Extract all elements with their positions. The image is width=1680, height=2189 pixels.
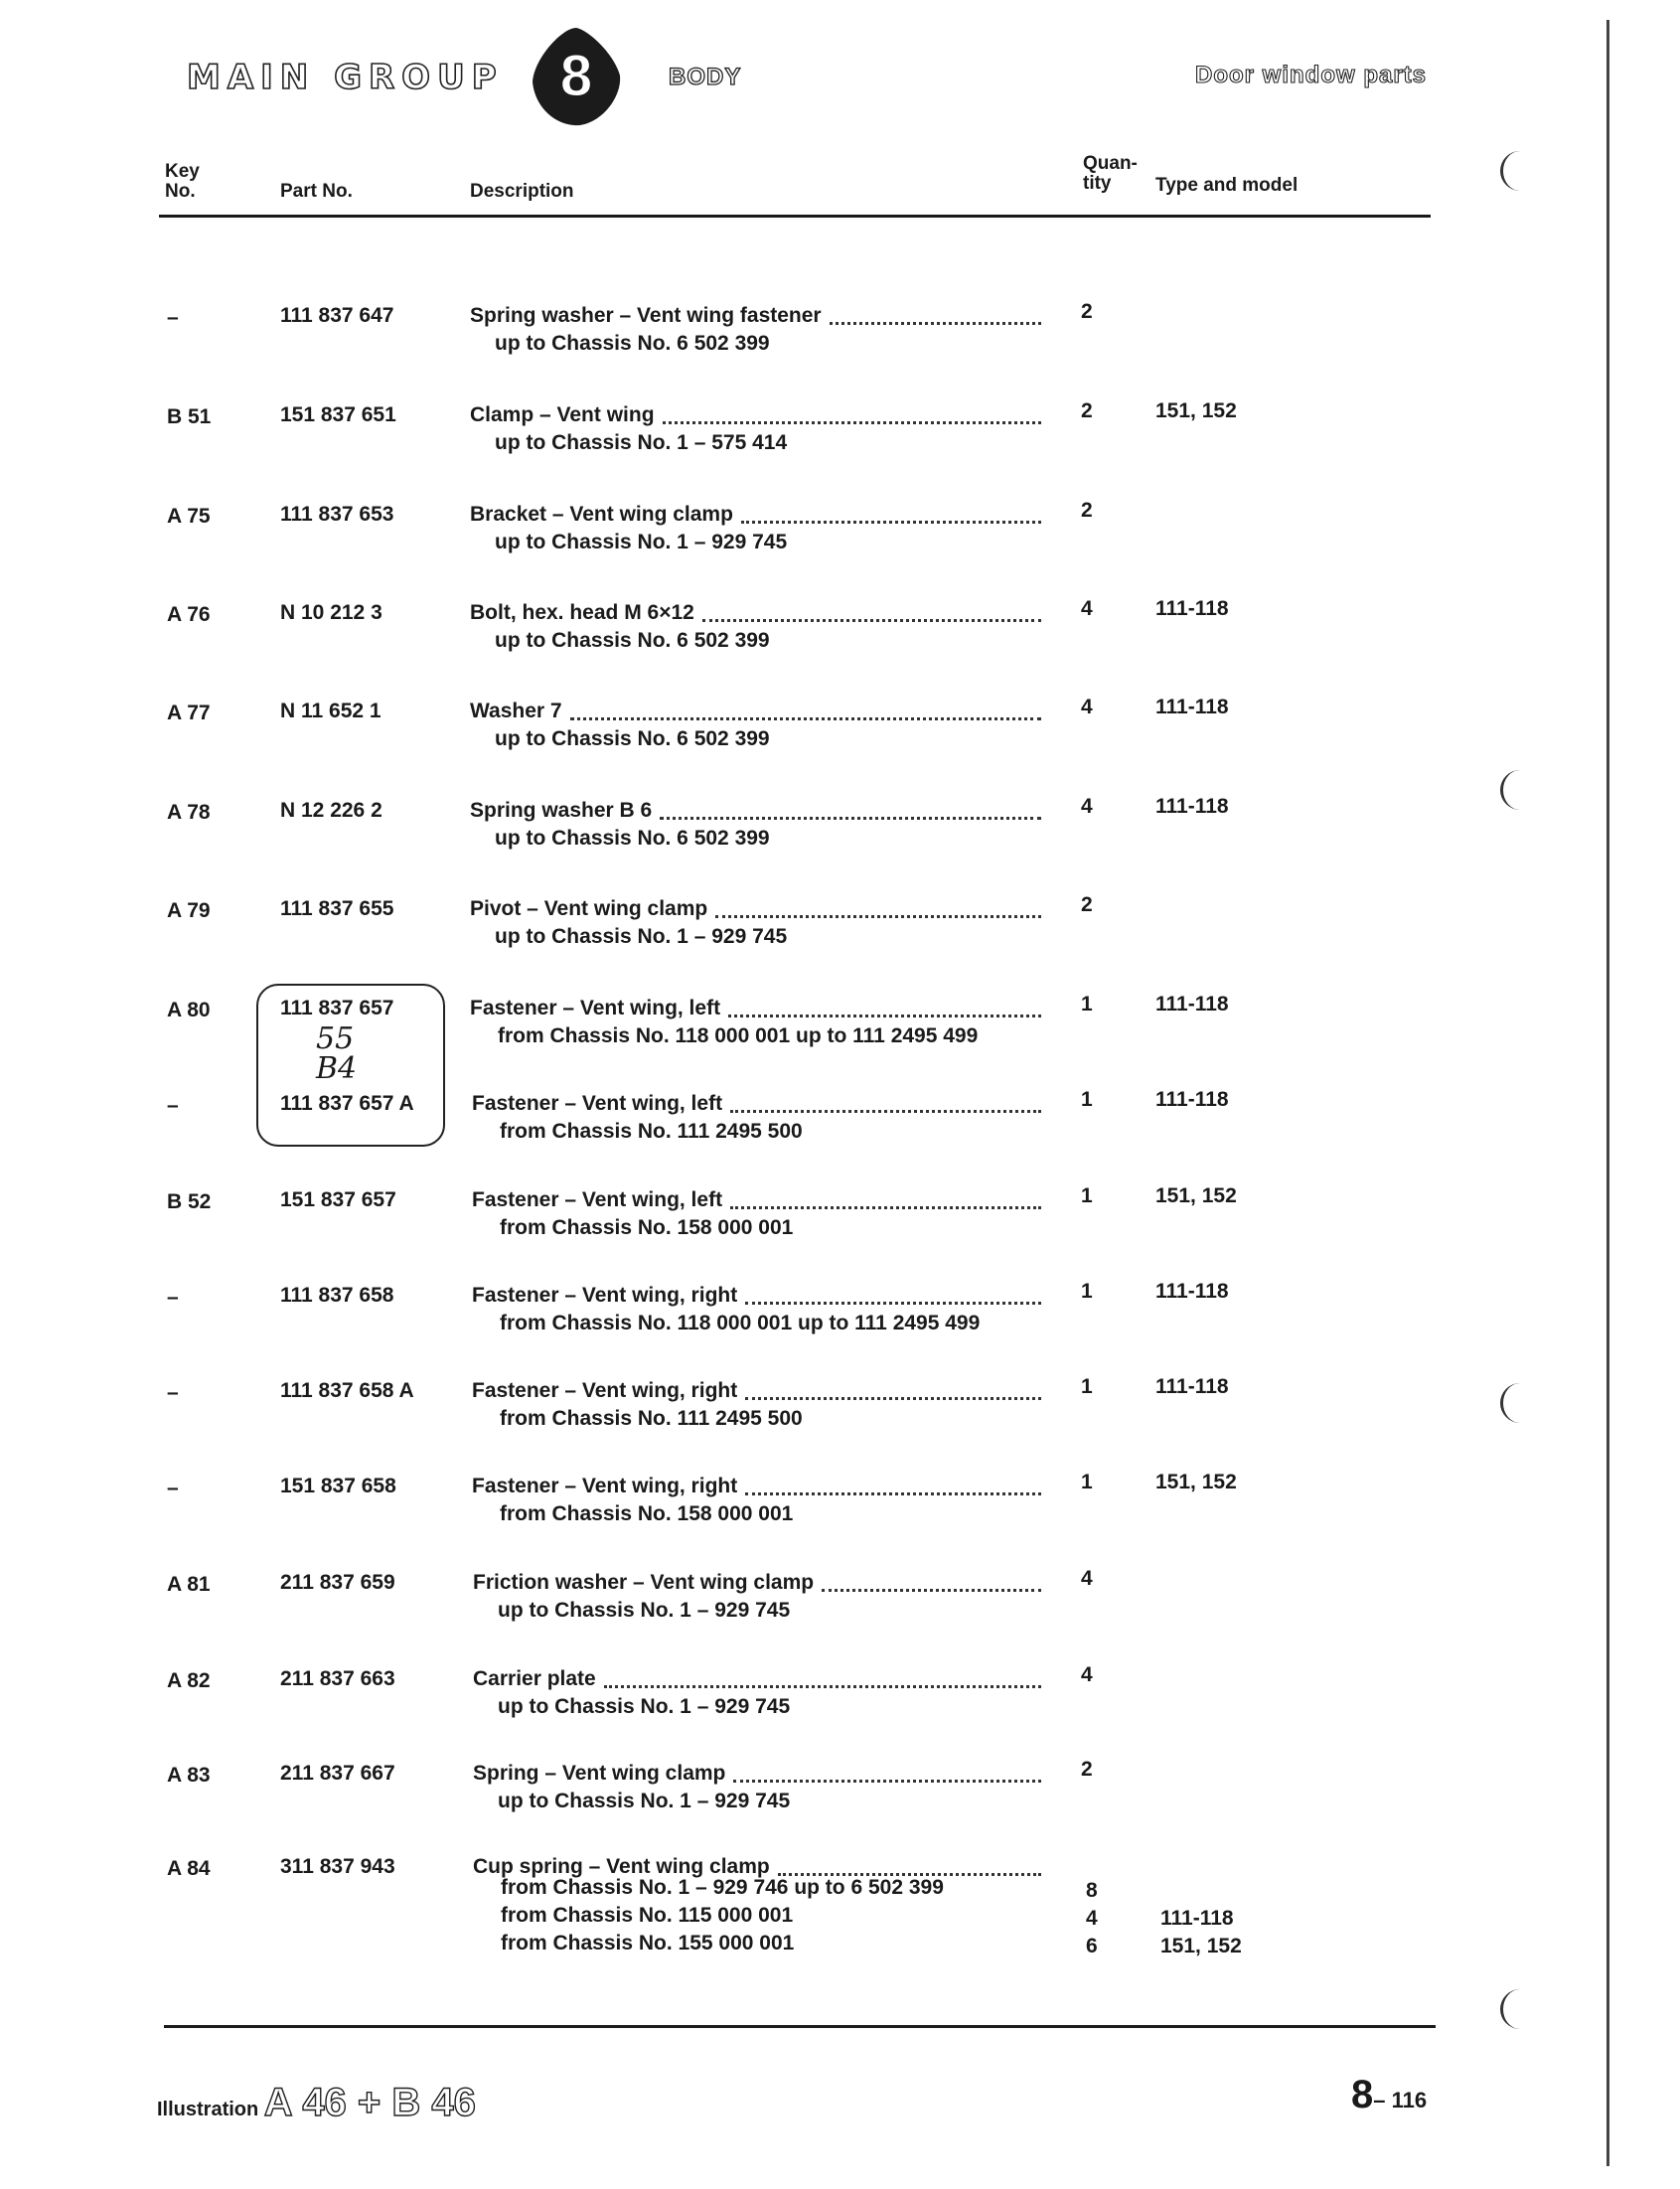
description: Cup spring – Vent wing clamp (473, 1855, 770, 1878)
part-number: 111 837 657 (280, 997, 394, 1019)
key-number: A 80 (167, 999, 211, 1021)
binder-margin-line (1606, 20, 1609, 2166)
key-number: – (167, 1094, 179, 1117)
quantity: 1 (1081, 1088, 1093, 1111)
illustration-label: Illustration (157, 2099, 259, 2120)
illustration-refs: A 46 + B 46 (263, 2081, 476, 2124)
main-group-title: MAIN GROUP (187, 58, 504, 97)
part-number: 111 837 653 (280, 503, 394, 526)
key-number: A 77 (167, 702, 211, 724)
key-number: – (167, 1477, 179, 1499)
description-condition: up to Chassis No. 1 – 929 745 (498, 1790, 791, 1812)
description-condition: from Chassis No. 111 2495 500 (500, 1407, 803, 1430)
part-number: 111 837 658 (280, 1284, 394, 1307)
quantity: 6 (1086, 1935, 1098, 1957)
type-model: 111-118 (1160, 1907, 1234, 1930)
description-condition: from Chassis No. 155 000 001 (501, 1932, 795, 1954)
description-condition: up to Chassis No. 1 – 929 745 (495, 531, 788, 553)
description: Fastener – Vent wing, left (470, 997, 721, 1019)
type-model: 151, 152 (1155, 399, 1237, 422)
description-condition: from Chassis No. 1 – 929 746 up to 6 502 399 (501, 1876, 944, 1899)
punch-hole-mark (1500, 770, 1533, 810)
leader-dots (702, 619, 1041, 622)
leader-dots (745, 1492, 1041, 1495)
description: Fastener – Vent wing, right (472, 1475, 738, 1497)
page-subnumber: – 116 (1373, 2088, 1428, 2112)
quantity: 2 (1081, 893, 1093, 916)
description: Spring – Vent wing clamp (473, 1762, 726, 1785)
key-number: – (167, 1381, 179, 1404)
page-number (1351, 2073, 1427, 2117)
header-rule (159, 215, 1431, 218)
description: Bracket – Vent wing clamp (470, 503, 733, 526)
description-condition: up to Chassis No. 1 – 929 745 (498, 1695, 791, 1718)
key-number: B 52 (167, 1190, 212, 1213)
handwritten-note-2: B4 (316, 1051, 358, 1086)
part-number: N 12 226 2 (280, 799, 382, 822)
description-condition: from Chassis No. 118 000 001 up to 111 2495 499 (498, 1024, 979, 1047)
key-number: – (167, 1286, 179, 1309)
description: Washer 7 (470, 700, 562, 722)
quantity: 4 (1081, 1567, 1093, 1590)
leader-dots (733, 1780, 1041, 1783)
description: Spring washer – Vent wing fastener (470, 304, 822, 327)
description: Fastener – Vent wing, right (472, 1284, 738, 1307)
quantity: 1 (1081, 1471, 1093, 1493)
part-number: 211 837 663 (280, 1667, 395, 1690)
leader-dots (604, 1685, 1041, 1688)
leader-dots (663, 421, 1041, 424)
type-model: 111-118 (1155, 1375, 1229, 1398)
description-condition: up to Chassis No. 1 – 575 414 (495, 431, 788, 454)
part-number: 211 837 667 (280, 1762, 395, 1785)
column-header-type: Type and model (1155, 175, 1298, 196)
description-condition: up to Chassis No. 1 – 929 745 (495, 925, 788, 948)
leader-dots (830, 322, 1041, 325)
description: Fastener – Vent wing, right (472, 1379, 738, 1402)
quantity: 2 (1081, 499, 1093, 522)
description-condition: up to Chassis No. 6 502 399 (495, 727, 770, 750)
description: Clamp – Vent wing (470, 403, 655, 426)
quantity: 1 (1081, 1184, 1093, 1207)
type-model: 111-118 (1155, 993, 1229, 1016)
part-number: 151 837 658 (280, 1475, 396, 1497)
quantity: 4 (1081, 1663, 1093, 1686)
quantity: 4 (1081, 696, 1093, 718)
leader-dots (730, 1206, 1041, 1209)
description-condition: from Chassis No. 111 2495 500 (500, 1120, 803, 1143)
description: Carrier plate (473, 1667, 596, 1690)
handwritten-note-1: 55 (316, 1021, 355, 1056)
leader-dots (715, 915, 1041, 918)
quantity: 2 (1081, 300, 1093, 323)
footer-rule (164, 2025, 1436, 2028)
leader-dots (745, 1397, 1041, 1400)
description: Spring washer B 6 (470, 799, 653, 822)
type-model: 151, 152 (1155, 1184, 1237, 1207)
type-model: 111-118 (1155, 696, 1229, 718)
key-number: A 82 (167, 1669, 211, 1692)
part-number: 311 837 943 (280, 1855, 395, 1878)
description-condition: from Chassis No. 115 000 001 (501, 1904, 794, 1927)
part-number: 111 837 655 (280, 897, 394, 920)
punch-hole-mark (1500, 1383, 1533, 1423)
description: Friction washer – Vent wing clamp (473, 1571, 815, 1594)
group-number-badge (527, 24, 626, 129)
part-number: 151 837 651 (280, 403, 396, 426)
description-condition: up to Chassis No. 6 502 399 (495, 827, 770, 850)
key-number: B 51 (167, 405, 212, 428)
quantity: 4 (1081, 597, 1093, 620)
key-number: A 75 (167, 505, 211, 528)
description-condition: from Chassis No. 118 000 001 up to 111 2495 499 (500, 1312, 981, 1334)
type-model: 111-118 (1155, 795, 1229, 818)
leader-dots (741, 521, 1041, 524)
punch-hole-mark (1500, 1989, 1533, 2029)
part-number: 111 837 657 A (280, 1092, 414, 1115)
punch-hole-mark (1500, 151, 1533, 191)
description: Pivot – Vent wing clamp (470, 897, 708, 920)
part-number: N 11 652 1 (280, 700, 382, 722)
description-condition: from Chassis No. 158 000 001 (500, 1502, 794, 1525)
key-number: A 79 (167, 899, 211, 922)
column-header-part: Part No. (280, 181, 353, 202)
leader-dots (730, 1110, 1041, 1113)
key-number: – (167, 306, 179, 329)
quantity: 2 (1081, 399, 1093, 422)
type-model: 111-118 (1155, 597, 1229, 620)
description: Fastener – Vent wing, left (472, 1188, 723, 1211)
quantity: 4 (1081, 795, 1093, 818)
type-model: 151, 152 (1160, 1935, 1242, 1957)
section-title: Door window parts (1195, 62, 1427, 88)
type-model: 111-118 (1155, 1088, 1229, 1111)
key-number: A 78 (167, 801, 211, 824)
group-name: BODY (669, 64, 742, 90)
description: Fastener – Vent wing, left (472, 1092, 723, 1115)
key-number: A 81 (167, 1573, 211, 1596)
leader-dots (728, 1015, 1041, 1017)
leader-dots (822, 1589, 1041, 1592)
key-number: A 76 (167, 603, 211, 626)
column-header-quantity: Quan- tity (1083, 153, 1138, 194)
leader-dots (745, 1302, 1041, 1305)
description-condition: from Chassis No. 158 000 001 (500, 1216, 794, 1239)
column-header-description: Description (470, 181, 574, 202)
description-condition: up to Chassis No. 1 – 929 745 (498, 1599, 791, 1622)
description: Bolt, hex. head M 6×12 (470, 601, 694, 624)
page-group: 8 (1351, 2073, 1374, 2116)
part-number: 151 837 657 (280, 1188, 396, 1211)
description-condition: up to Chassis No. 6 502 399 (495, 629, 770, 652)
description-condition: up to Chassis No. 6 502 399 (495, 332, 770, 355)
part-number: 111 837 647 (280, 304, 394, 327)
illustration-reference (157, 2081, 476, 2125)
key-number: A 83 (167, 1764, 211, 1787)
quantity: 8 (1086, 1879, 1098, 1902)
quantity: 4 (1086, 1907, 1098, 1930)
key-number: A 84 (167, 1857, 211, 1880)
quantity: 1 (1081, 993, 1093, 1016)
leader-dots (570, 717, 1041, 720)
quantity: 1 (1081, 1280, 1093, 1303)
svg-text:8: 8 (559, 44, 593, 108)
part-number: 111 837 658 A (280, 1379, 414, 1402)
quantity: 2 (1081, 1758, 1093, 1781)
type-model: 151, 152 (1155, 1471, 1237, 1493)
part-number: N 10 212 3 (280, 601, 382, 624)
column-header-key: Key No. (165, 161, 200, 202)
type-model: 111-118 (1155, 1280, 1229, 1303)
quantity: 1 (1081, 1375, 1093, 1398)
part-number: 211 837 659 (280, 1571, 395, 1594)
leader-dots (660, 817, 1041, 820)
